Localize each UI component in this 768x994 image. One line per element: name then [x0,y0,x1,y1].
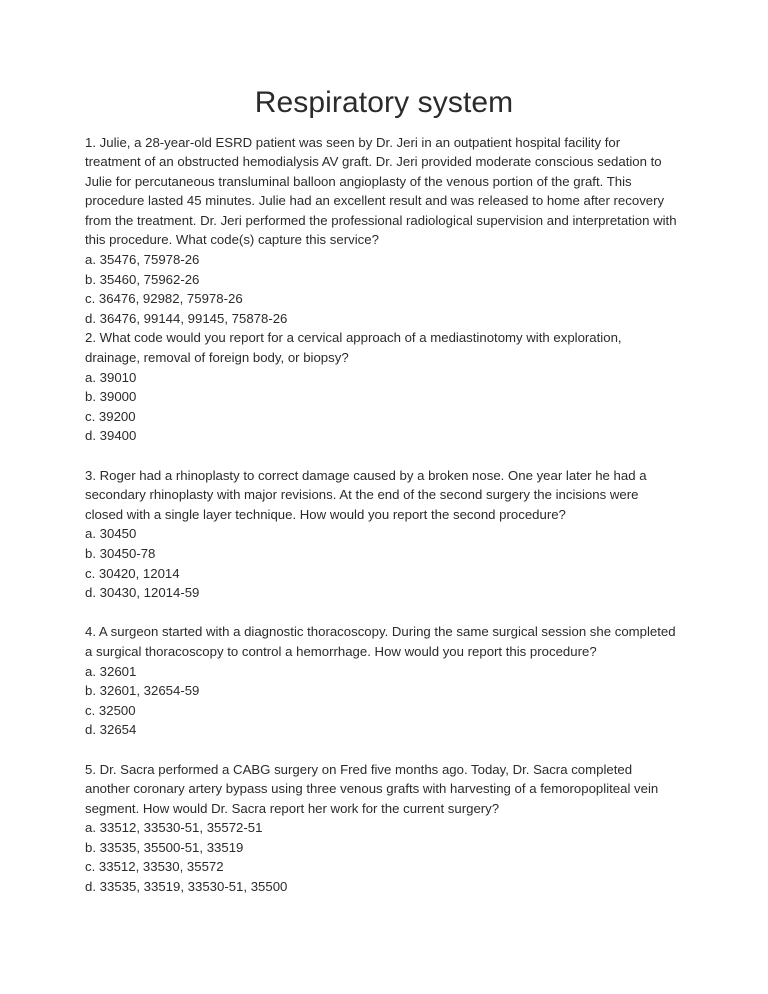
answer-choice[interactable]: a. 39010 [85,369,137,385]
answer-choice[interactable]: b. 35460, 75962-26 [85,271,200,287]
question-block [85,760,678,897]
answer-choice[interactable]: d. 33535, 33519, 33530-51, 35500 [85,879,288,895]
answer-choice[interactable]: a. 35476, 75978-26 [85,252,200,268]
question-stem: 5. Dr. Sacra performed a CABG surgery on Fred five months ago. Today, Dr. Sacra completed another coronary artery bypass using three venous grafts with harvesting of a femoropopliteal vein segment. How would Dr. Sacra report her work for the current surgery? [85,761,659,816]
answer-choice[interactable]: c. 39200 [85,408,136,424]
answer-choice[interactable]: a. 30450 [85,526,137,542]
questions-list [85,133,678,897]
paragraph-spacer [85,603,678,623]
answer-choice[interactable]: b. 30450-78 [85,545,156,561]
answer-choice[interactable]: b. 32601, 32654-59 [85,683,200,699]
paragraph-spacer [85,740,678,760]
document-body [0,133,768,897]
answer-choice[interactable]: c. 30420, 12014 [85,565,180,581]
answer-choice[interactable]: a. 33512, 33530-51, 35572-51 [85,820,263,836]
question-stem: 3. Roger had a rhinoplasty to correct damage caused by a broken nose. One year later he had a secondary rhinoplasty with major revisions. At the end of the second surgery the incisions were closed with a single layer technique. How would you report the second procedure? [85,467,647,522]
answer-choice[interactable]: b. 39000 [85,389,137,405]
question-stem: 1. Julie, a 28-year-old ESRD patient was seen by Dr. Jeri in an outpatient hospital facility for treatment of an obstructed hemodialysis AV graft. Dr. Jeri provided moderate conscious sedation to Julie for percutaneous transluminal balloon angioplasty of the venous portion of the graft. This procedure lasted 45 minutes. Julie had an excellent result and was released to home after recovery from the treatment. Dr. Jeri performed the professional radiological supervision and interpretation with this procedure. What code(s) capture this service? [85,134,677,248]
question-stem: 2. What code would you report for a cervical approach of a mediastinotomy with exploration, drainage, removal of foreign body, or biopsy? [85,330,622,366]
question-block [85,622,678,740]
page-title: Respiratory system [254,86,514,119]
answer-choice[interactable]: c. 36476, 92982, 75978-26 [85,291,243,307]
answer-choice[interactable]: d. 39400 [85,428,137,444]
answer-choice[interactable]: a. 32601 [85,663,137,679]
paragraph-spacer [85,446,678,466]
answer-choice[interactable]: d. 30430, 12014-59 [85,585,200,601]
question-block [85,133,678,329]
question-block [85,466,678,603]
answer-choice[interactable]: d. 36476, 99144, 99145, 75878-26 [85,310,288,326]
answer-choice[interactable]: c. 33512, 33530, 35572 [85,859,224,875]
answer-choice[interactable]: c. 32500 [85,702,136,718]
question-stem: 4. A surgeon started with a diagnostic thoracoscopy. During the same surgical session she completed a surgical thoracoscopy to control a hemorrhage. How would you report this procedure? [85,624,676,659]
question-block [85,328,678,446]
answer-choice[interactable]: b. 33535, 35500-51, 33519 [85,839,244,855]
answer-choice[interactable]: d. 32654 [85,722,137,738]
